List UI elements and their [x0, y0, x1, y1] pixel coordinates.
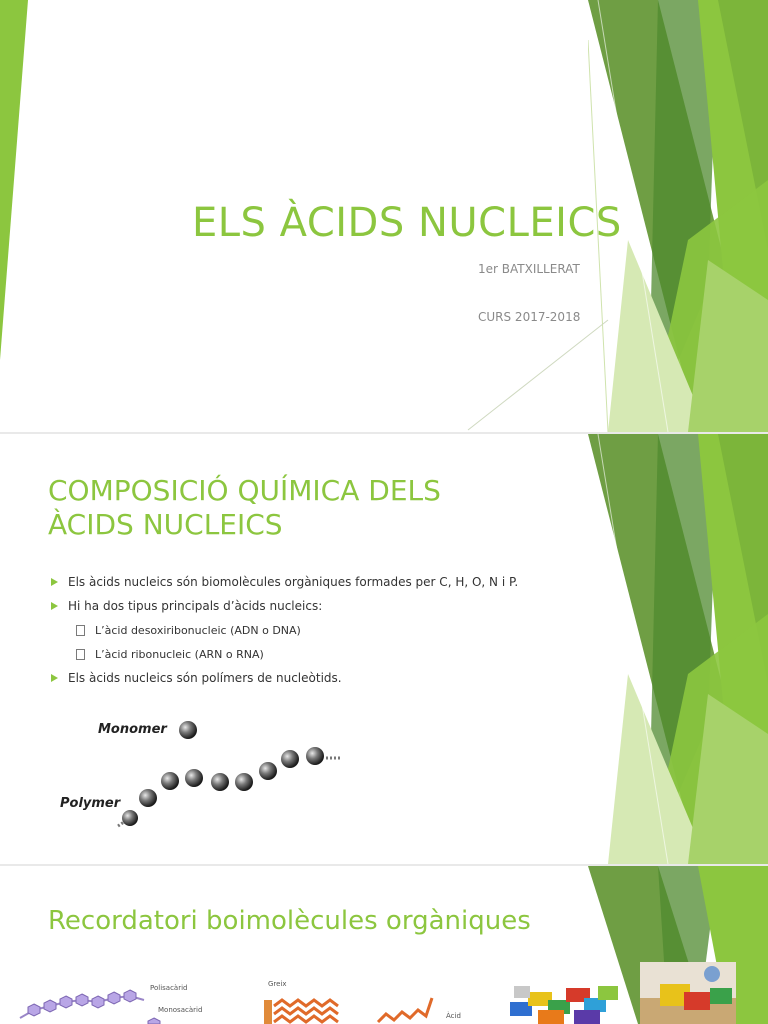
slide-biomolecules — [0, 866, 768, 1024]
monosaccharide-label: Monosacàrid — [158, 1006, 203, 1014]
slide-heading: COMPOSICIÓ QUÍMICA DELS ÀCIDS NUCLEICS — [48, 474, 441, 541]
slide-heading: Recordatori boimolècules orgàniques — [48, 906, 531, 936]
toy-photo — [640, 962, 736, 1024]
arrow-bullet-icon — [51, 602, 58, 610]
building-blocks-figure — [508, 982, 622, 1024]
sub-bullet-item: L’àcid ribonucleic (ARN o RNA) — [50, 642, 610, 666]
right-decoration — [588, 434, 768, 864]
arrow-bullet-icon — [51, 674, 58, 682]
box-bullet-icon — [76, 625, 85, 636]
bullet-item: Els àcids nucleics són polímers de nucleòtids. — [50, 666, 610, 690]
bullet-item: Hi ha dos tipus principals d’àcids nucleics: — [50, 594, 610, 618]
arrow-bullet-icon — [51, 578, 58, 586]
lipid-figure — [262, 986, 352, 1024]
presentation-title: ELS ÀCIDS NUCLEICS — [192, 200, 622, 246]
monomer-bead — [179, 721, 197, 739]
polymer-chain-figure — [110, 714, 350, 834]
monomer-label: Monomer — [98, 722, 167, 737]
presentation-subtitle: 1er BATXILLERAT — [478, 262, 580, 276]
sub-bullet-item: L’àcid desoxiribonucleic (ADN o DNA) — [50, 618, 610, 642]
polymer-label: Polymer — [60, 796, 121, 811]
left-accent-shape — [0, 0, 30, 432]
presentation-course: CURS 2017-2018 — [478, 310, 581, 324]
slide-title — [0, 0, 768, 432]
bullet-list — [50, 570, 610, 690]
acid-label: Àcid — [446, 1012, 461, 1020]
fatty-acid-figure — [376, 992, 446, 1024]
fat-label: Greix — [268, 980, 287, 988]
polysaccharide-label: Polisacàrid — [150, 984, 188, 992]
bullet-item: Els àcids nucleics són biomolècules orgàniques formades per C, H, O, N i P. — [50, 570, 610, 594]
slide-composition — [0, 434, 768, 864]
box-bullet-icon — [76, 649, 85, 660]
